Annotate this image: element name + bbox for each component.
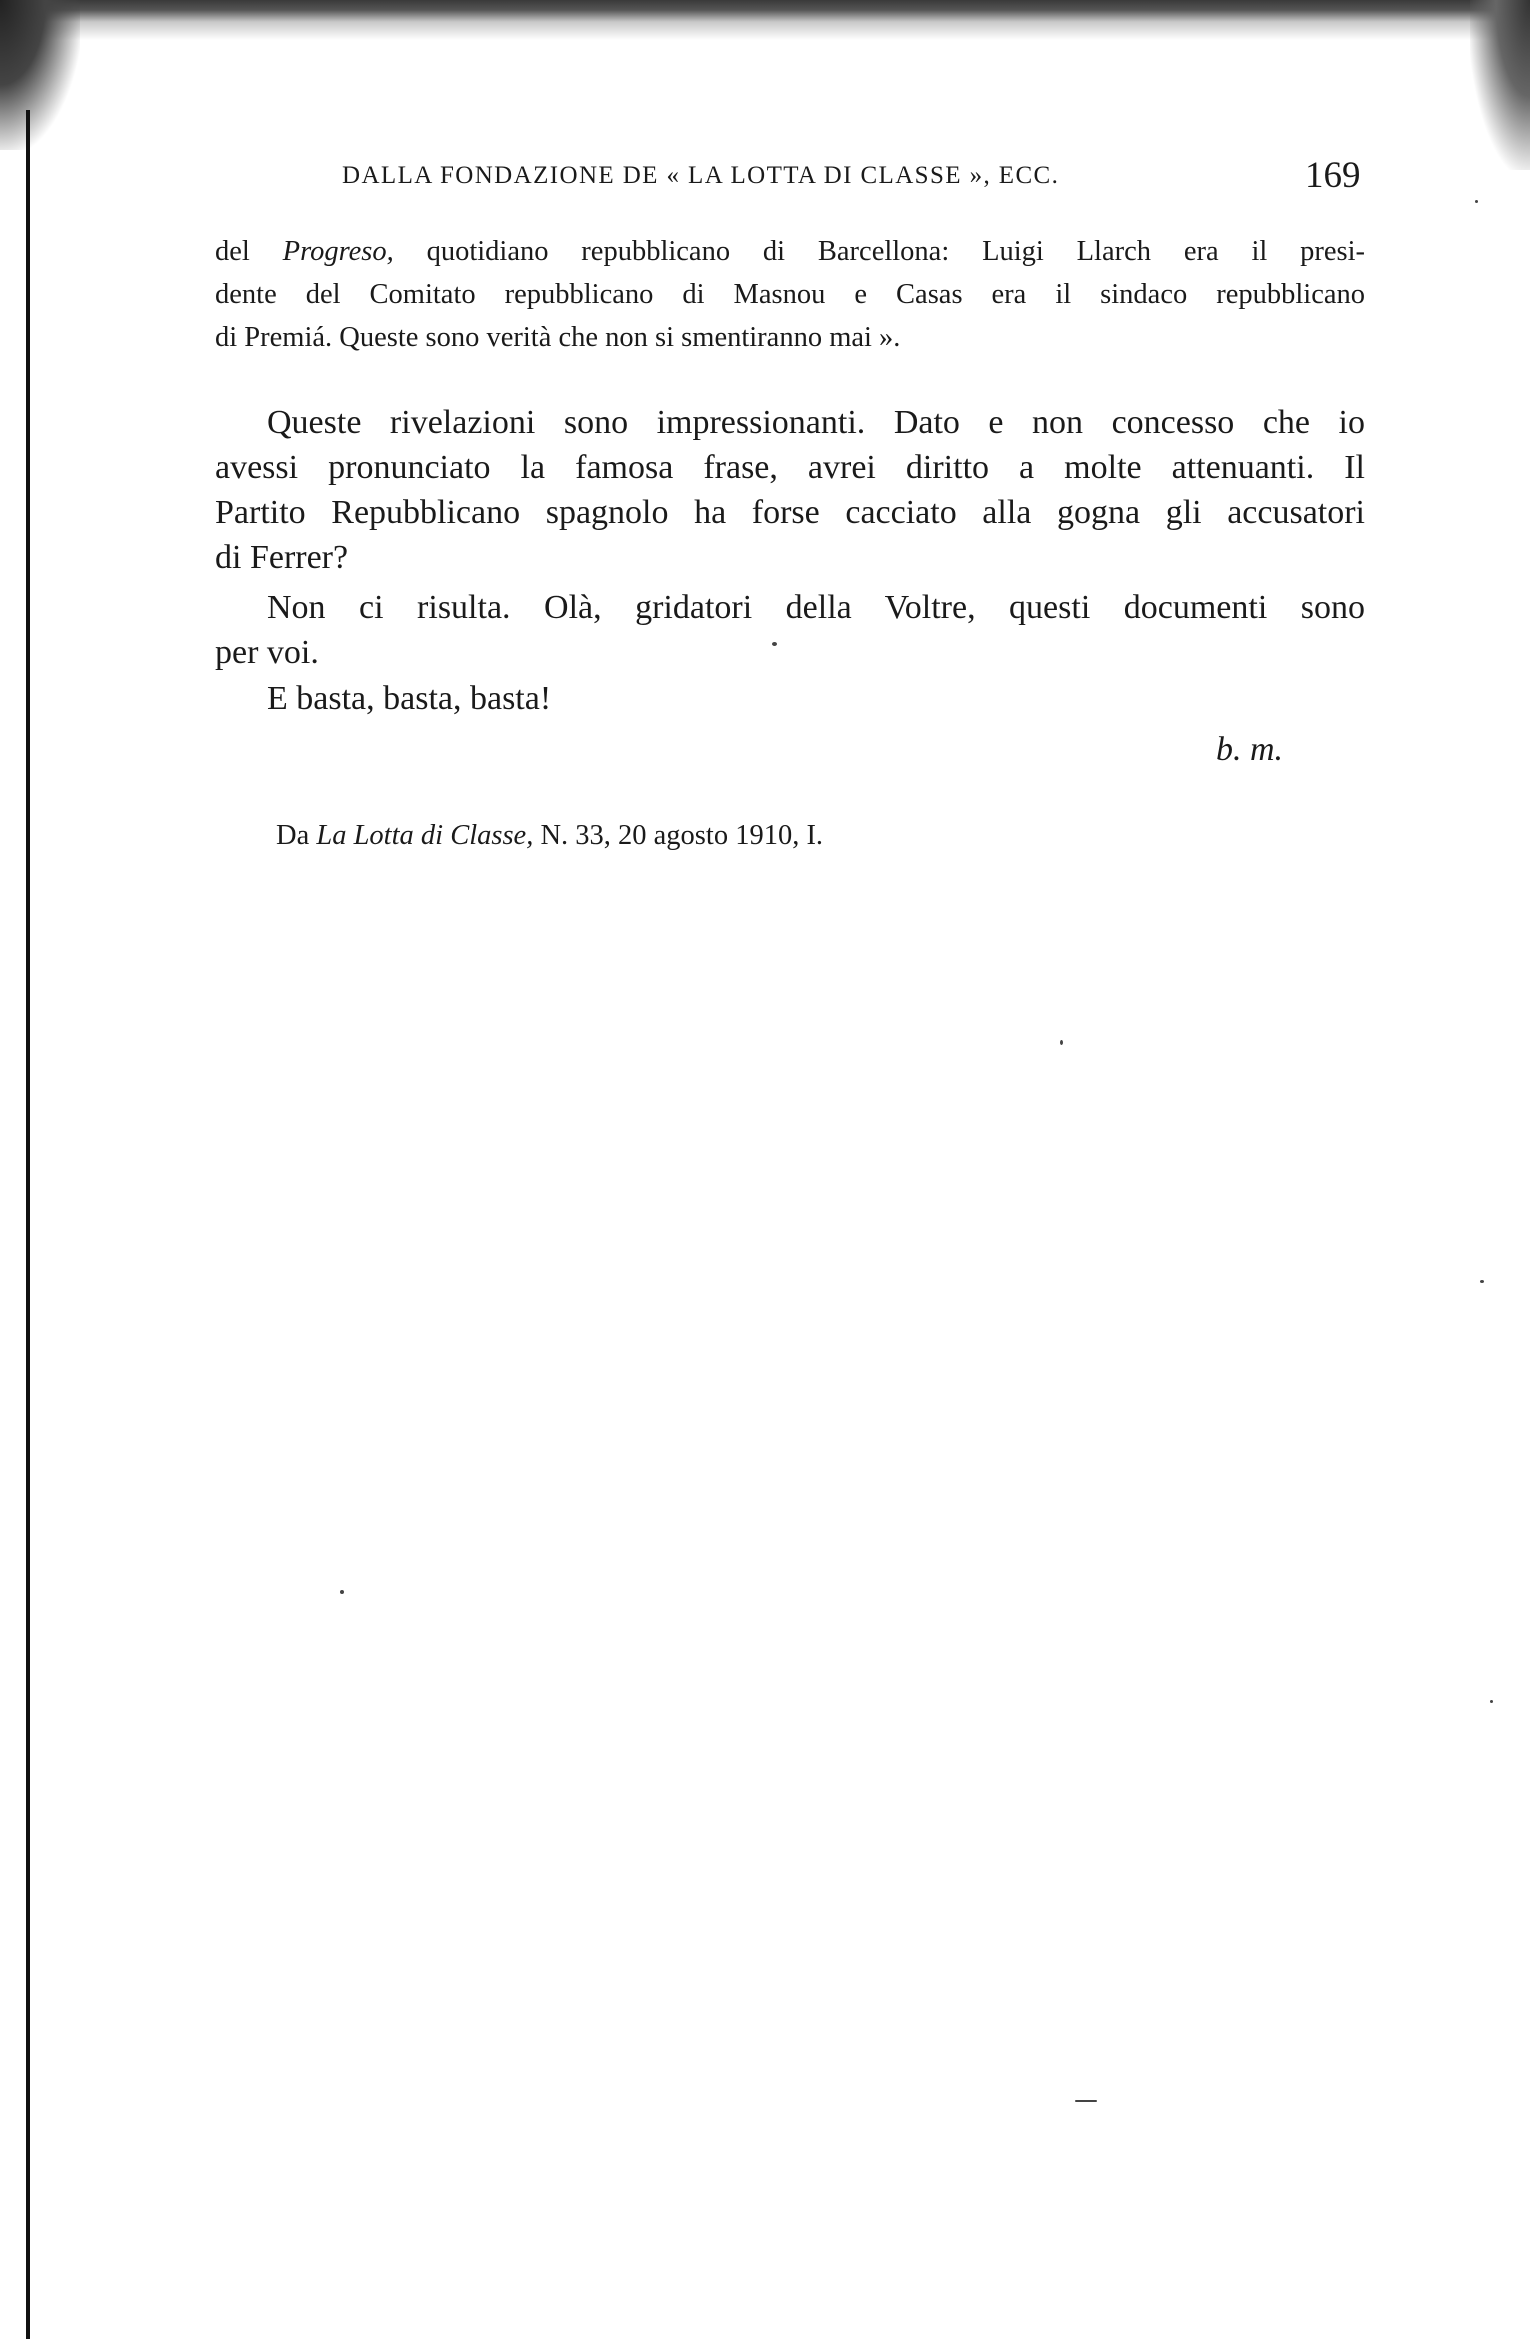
text-run: quotidiano repubblicano di Barcellona: Luigi Llarch era il presi- [393,236,1365,267]
paragraph-line: dente del Comitato repubblicano di Masnou e Casas era il sindaco repubblicano [215,279,1365,310]
scan-speck [1480,1280,1484,1283]
paragraph-line: E basta, basta, basta! [267,680,552,717]
author-signature: b. m. [1216,731,1284,768]
paragraph-line: di Ferrer? [215,539,349,576]
scan-speck [340,1590,344,1594]
scan-top-edge [0,0,1530,40]
running-head [342,155,1362,202]
paragraph-line [215,230,1365,273]
scan-speck [1475,200,1478,203]
paragraph-line: Partito Repubblicano spagnolo ha forse cacciato alla gogna gli accusatori [215,494,1365,531]
page-number: 169 [1305,155,1361,196]
text-run: Da [276,820,317,851]
scan-speck [1075,2100,1097,2102]
running-head-title: DALLA FONDAZIONE DE « LA LOTTA DI CLASSE », ECC. [342,162,1060,189]
text-run: N. 33, 20 agosto 1910, I. [533,820,824,851]
paragraph-line: per voi. [215,634,319,671]
scan-left-corner-shadow [0,0,80,150]
newspaper-title: Progreso, [282,236,394,267]
body-paragraph [215,585,1365,675]
body-paragraph [215,676,1365,721]
body-paragraph [215,400,1365,580]
source-title: La Lotta di Classe, [316,820,534,851]
scan-left-border-line [26,110,30,2339]
text-run: del [215,236,283,267]
paragraph-line: di Premiá. Queste sono verità che non si smentiranno mai ». [215,322,901,353]
paragraph-line: Queste rivelazioni sono impressionanti. Dato e non concesso che io [267,404,1365,441]
scan-speck [1060,1040,1063,1045]
quote-continuation-paragraph [215,230,1365,359]
scan-right-corner-shadow [1470,0,1530,170]
source-citation [276,820,823,852]
paragraph-line: avessi pronunciato la famosa frase, avrei diritto a molte attenuanti. Il [215,449,1365,486]
scan-speck [1490,1700,1493,1703]
paragraph-line: Non ci risulta. Olà, gridatori della Voltre, questi documenti sono [267,589,1365,626]
